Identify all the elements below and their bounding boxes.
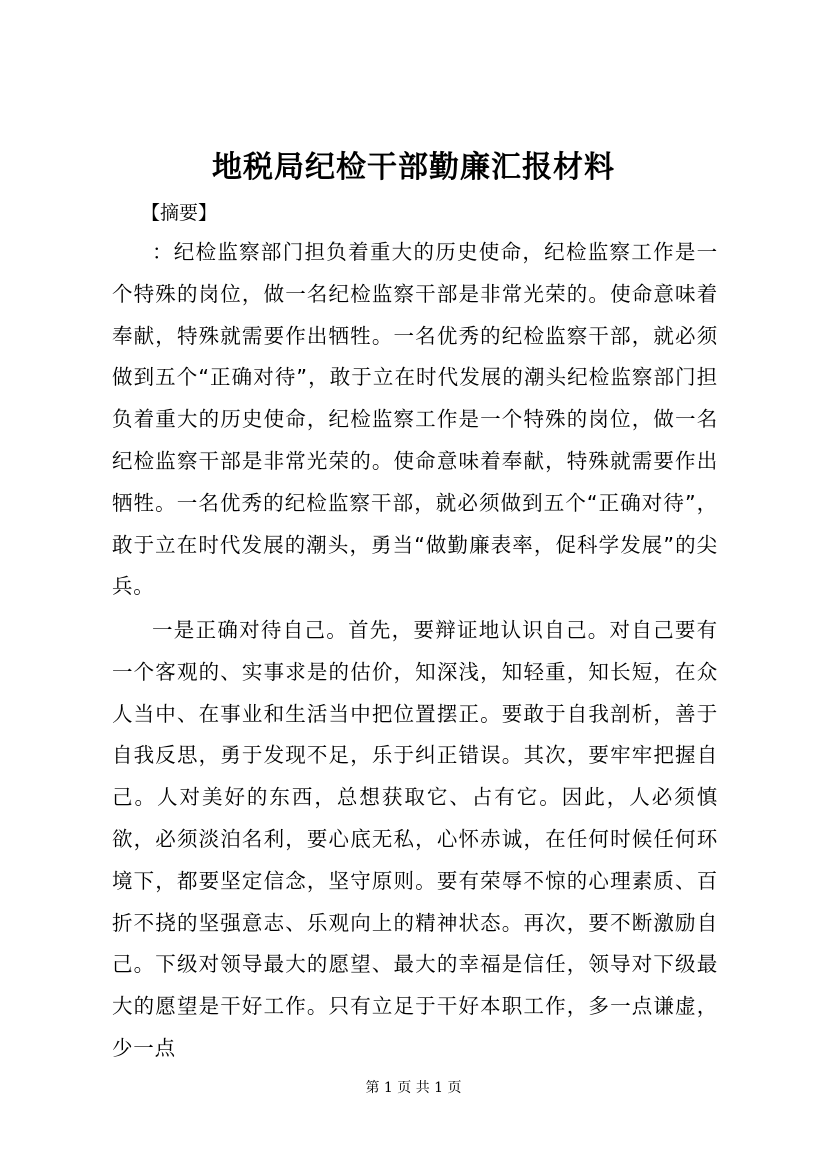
paragraph-body: 一是正确对待自己。首先，要辩证地认识自己。对自己要有一个客观的、实事求是的估价，知深浅，知轻重，知长短，在众人当中、在事业和生活当中把位置摆正。要敢于自我剖析，善于自我反思，勇于发现不足，乐于纠正错误。其次，要牢牢把握自己。人对美好的东西，总想获取它、占有它。因此，人必须慎欲，必须淡泊名利，要心底无私，心怀赤诚，在任何时候任何环境下，都要坚定信念，坚守原则。要有荣辱不惊的心理素质、百折不挠的坚强意志、乐观向上的精神状态。再次，要不断激励自己。下级对领导最大的愿望、最大的幸福是信任，领导对下级最大的愿望是干好工作。只有立足于干好本职工作，多一点谦虚，少一点 [112, 618, 718, 1060]
abstract-label: 【摘要】 [141, 202, 218, 224]
document-title: 地税局纪检干部勤廉汇报材料 [212, 150, 615, 185]
page-footer: 第 1 页 共 1 页 [365, 1080, 462, 1096]
paragraph-abstract: ：纪检监察部门担负着重大的历史使命，纪检监察工作是一个特殊的岗位，做一名纪检监察干部是非常光荣的。使命意味着奉献，特殊就需要作出牺牲。一名优秀的纪检监察干部，就必须做到五个“正确对待”，敢于立在时代发展的潮头纪检监察部门担负着重大的历史使命，纪检监察工作是一个特殊的岗位，做一名纪检监察干部是非常光荣的。使命意味着奉献，特殊就需要作出牺牲。一名优秀的纪检监察干部，就必须做到五个“正确对待”，敢于立在时代发展的潮头，勇当“做勤廉表率，促科学发展”的尖兵。 [112, 240, 718, 599]
